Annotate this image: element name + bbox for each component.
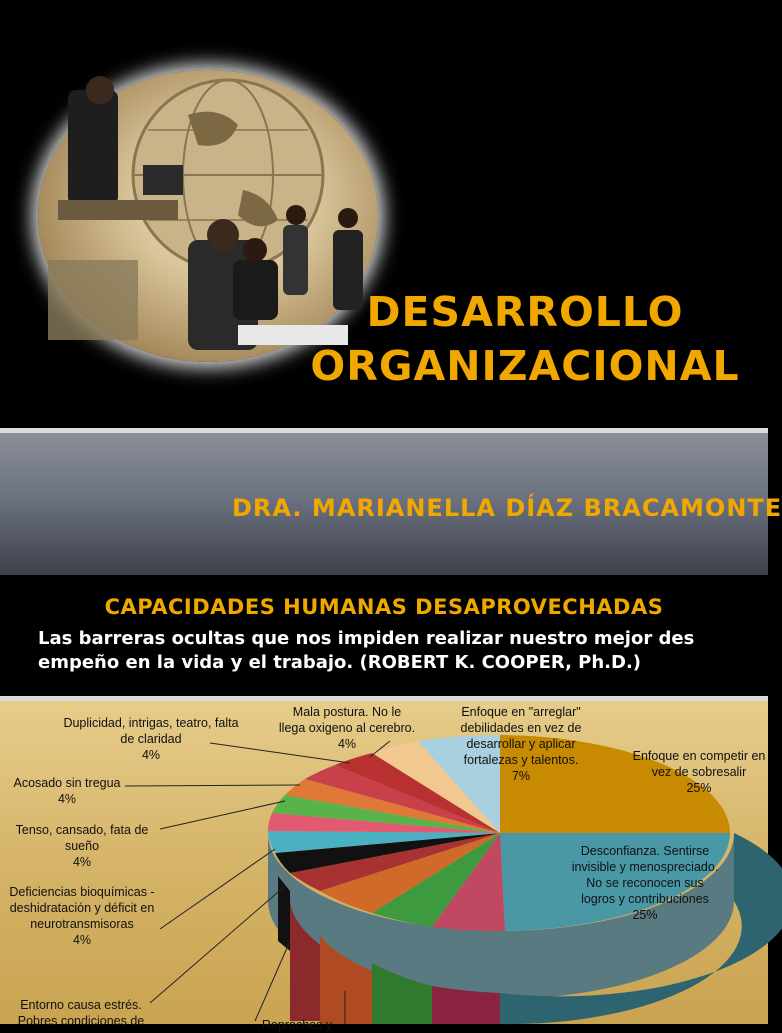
title-slide — [0, 0, 768, 428]
label-entorno: Entorno causa estrés. Pobres condiciones de — [17, 998, 145, 1028]
capacities-subtitle — [38, 627, 694, 675]
label-competir: Enfoque en competir en vez de sobresalir 25% — [632, 749, 766, 795]
label-acosado: Acosado sin tregua 4% — [13, 776, 121, 806]
subtitle-line-1: Las barreras ocultas que nos impiden realizar nuestro mejor des — [38, 628, 695, 649]
subtitle-line-2: empeño en la vida y el trabajo. (ROBERT K. COOPER, Ph.D.) — [38, 652, 642, 673]
capacities-slide — [0, 575, 768, 696]
title-line-1: DESARROLLO — [366, 288, 684, 336]
label-duplicidad: Duplicidad, intrigas, teatro, falta de claridad 4% — [63, 716, 239, 762]
author-name: DRA. MARIANELLA DÍAZ BRACAMONTE — [232, 494, 782, 522]
label-deficiencias: Deficiencias bioquímicas - deshidratación y déficit en neurotransmisoras 4% — [9, 885, 155, 947]
label-desconfianza: Desconfianza. Sentirse invisible y menospreciado. No se reconocen sus logros y contribuciones 25% — [571, 844, 719, 922]
label-arreglar: Enfoque en "arreglar" debilidades en vez de desarrollar y aplicar fortalezas y talentos. 7% — [460, 705, 582, 783]
slide-title — [290, 285, 760, 393]
label-reproches: Reproches y — [261, 1018, 333, 1032]
title-line-2: ORGANIZACIONAL — [310, 342, 740, 390]
pie-chart-slide — [0, 701, 768, 1032]
capacities-title: CAPACIDADES HUMANAS DESAPROVECHADAS — [104, 595, 664, 619]
label-mala-postura: Mala postura. No le llega oxigeno al cerebro. 4% — [278, 705, 416, 751]
label-tenso: Tenso, cansado, fata de sueño 4% — [15, 823, 149, 869]
